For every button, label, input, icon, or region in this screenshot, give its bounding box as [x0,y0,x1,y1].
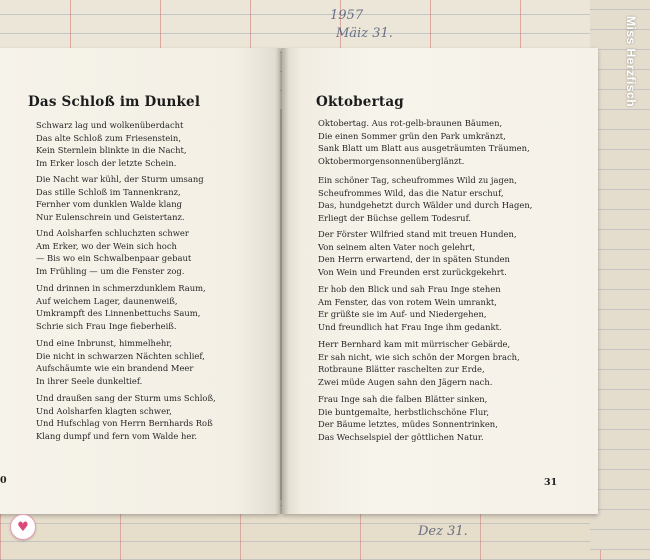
poem-line: Er grüßte sie im Auf- und Niedergehen, [318,309,487,320]
poem-line: Erliegt der Büchse gellem Todesruf. [318,212,472,223]
poem-line: Den Herrn erwartend, der in späten Stunden [318,254,510,265]
poem-line: Das Wechselspiel der göttlichen Natur. [318,431,484,442]
poem-line: Rotbraune Blätter raschelten zur Erde, [318,364,485,375]
poem-line: Schwarz lag und wolkenüberdacht [36,120,184,130]
right-stanza-4 [318,283,502,333]
right-page-number: 31 [544,477,558,488]
poem-line: Im Erker losch der letzte Schein. [36,157,177,168]
poem-line: Zwei müde Augen sahn den Jägern nach. [318,376,493,387]
right-poem-title: Oktobertag [316,94,404,110]
left-page-number: 0 [0,475,7,486]
left-page [0,48,280,514]
poem-line: Die nicht in schwarzen Nächten schlief, [36,350,205,361]
book-gutter [275,48,289,514]
poem-line: Fernher vom dunklen Walde klang [36,199,183,210]
poem-line: Und drinnen in schmerzdunklem Raum, [36,283,206,293]
heart-icon: ♥ [17,519,29,535]
poem-line: Nur Eulenschrein und Geistertanz. [36,211,185,222]
poem-line: Oktobermorgensonnenüberglänzt. [318,155,465,166]
heart-badge [10,514,36,540]
left-stanza-5 [36,337,205,387]
poem-line: Frau Inge sah die falben Blätter sinken, [318,394,488,404]
left-stanza-4 [36,282,206,332]
poem-line: Das, hundgehetzt durch Wälder und durch Hagen, [318,200,533,211]
watermark-text: Miss Herzfisch [624,16,638,108]
poem-line: Und Aolsharfen schluchzten schwer [36,228,189,238]
right-stanza-2 [318,174,532,224]
poem-line: Schrie sich Frau Inge fieberheiß. [36,320,177,331]
left-stanza-6 [36,392,216,442]
left-stanza-3 [36,227,191,277]
left-stanza-1 [36,119,187,169]
handwritten-note-march: Mäiz 31. [336,26,393,41]
poem-line: In ihrer Seele dunkeltief. [36,375,143,386]
poem-line: Die buntgemalte, herbstlichschöne Flur, [318,406,489,417]
handwritten-note-december: Dez 31. [418,524,468,539]
poem-line: Von Wein und Freunden erst zurückgekehrt. [318,266,507,277]
poem-line: Das stille Schloß im Tannenkranz, [36,186,181,197]
poem-line: Von seinem alten Vater noch gelehrt, [318,241,476,252]
poem-line: Das alte Schloß zum Friesenstein, [36,132,181,143]
poem-line: Umkrampft des Linnenbettuchs Saum, [36,308,201,319]
poem-line: Die einen Sommer grün den Park umkränzt, [318,130,506,141]
left-stanza-2 [36,173,204,223]
poem-line: Die Nacht war kühl, der Sturm umsang [36,174,204,184]
right-stanza-6 [318,393,498,443]
poem-line: — Bis wo ein Schwalbenpaar gebaut [36,253,192,264]
right-stanza-3 [318,228,517,278]
poem-line: Herr Bernhard kam mit mürrischer Gebärde, [318,339,511,349]
poem-line: Kein Sternlein blinkte in die Nacht, [36,145,187,156]
poem-line: Am Fenster, das von rotem Wein umrankt, [318,296,497,307]
left-poem-title: Das Schloß im Dunkel [28,94,201,110]
poem-line: Im Frühling — um die Fenster zog. [36,265,185,276]
poem-line: Klang dumpf und fern vom Walde her. [36,430,198,441]
poem-line: Und eine Inbrunst, himmelhehr, [36,338,173,348]
poem-line: Ein schöner Tag, scheufrommes Wild zu jagen, [318,175,517,185]
right-stanza-1 [318,117,530,167]
right-stanza-5 [318,338,520,388]
poem-line: Er sah nicht, wie sich schön der Morgen brach, [318,351,520,362]
poem-line: Sank Blatt um Blatt aus ausgeträumten Träumen, [318,143,530,154]
poem-line: Am Erker, wo der Wein sich hoch [36,240,177,251]
poem-line: Aufschäumte wie ein brandend Meer [36,363,194,374]
right-page [282,48,598,514]
poem-line: Und freundlich hat Frau Inge ihm gedankt. [318,321,502,332]
poem-line: Und draußen sang der Sturm ums Schloß, [36,393,216,403]
poem-line: Auf weichem Lager, daunenweiß, [36,295,178,306]
poem-line: Der Förster Wilfried stand mit treuen Hunden, [318,229,517,239]
poem-line: Er hob den Blick und sah Frau Inge stehen [318,284,501,294]
handwritten-note-year: 1957 [330,8,364,23]
poem-line: Scheufrommes Wild, das die Natur erschuf, [318,187,504,198]
poem-line: Und Aolsharfen klagten schwer, [36,405,172,416]
open-book [0,48,604,518]
poem-line: Oktobertag. Aus rot-gelb-braunen Bäumen, [318,118,503,128]
poem-line: Der Bäume letztes, müdes Sonnentrinken, [318,419,498,430]
poem-line: Und Hufschlag von Herrn Bernhards Roß [36,418,213,429]
